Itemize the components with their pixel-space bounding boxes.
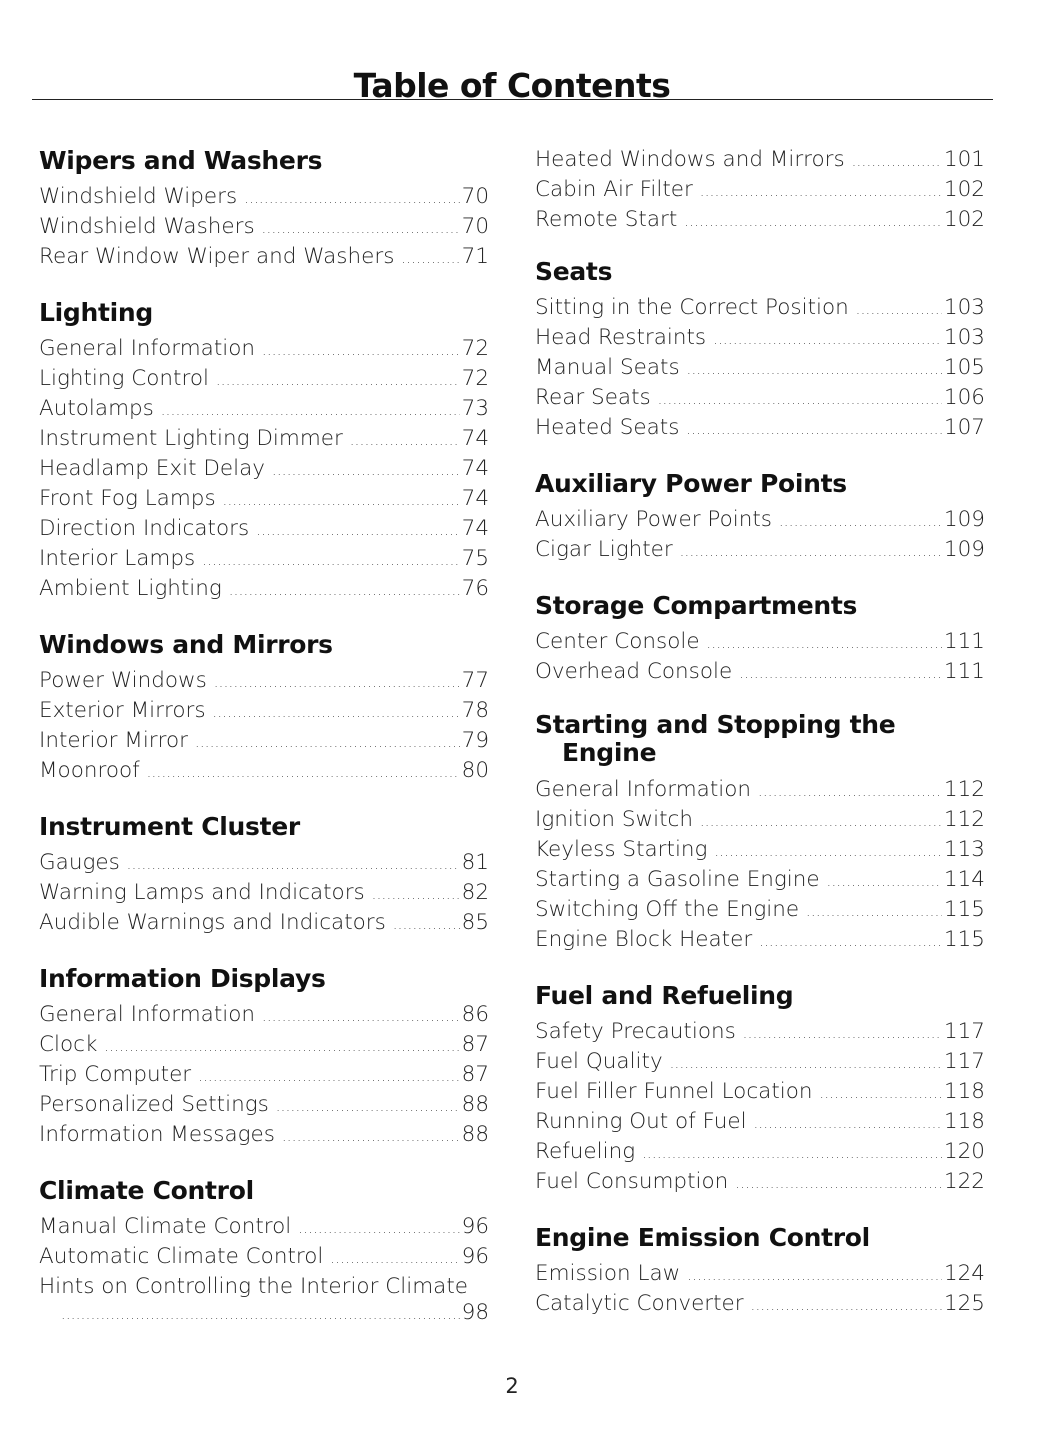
entry-label: Running Out of Fuel bbox=[535, 1109, 747, 1134]
leader-dots bbox=[827, 867, 942, 897]
entry-label: Rear Window Wiper and Washers bbox=[39, 244, 395, 269]
leader-dots bbox=[195, 728, 460, 758]
entry-label: General Information bbox=[535, 777, 752, 802]
section-heading: Auxiliary Power Points bbox=[535, 469, 847, 498]
toc-entry[interactable] bbox=[535, 505, 985, 535]
page-number: 2 bbox=[505, 1374, 519, 1398]
leader-dots bbox=[713, 325, 942, 355]
entry-label: Center Console bbox=[535, 629, 700, 654]
leader-dots bbox=[202, 546, 459, 576]
toc-section bbox=[535, 145, 985, 235]
entry-page: 115 bbox=[943, 927, 985, 952]
entry-page: 106 bbox=[943, 385, 985, 410]
leader-dots bbox=[244, 184, 459, 214]
leader-dots bbox=[223, 486, 460, 516]
entry-label: Overhead Console bbox=[535, 659, 733, 684]
toc-entry[interactable] bbox=[535, 805, 985, 835]
toc-section bbox=[39, 296, 489, 604]
leader-dots bbox=[256, 516, 459, 546]
toc-entry[interactable] bbox=[39, 1000, 489, 1030]
entry-page: 71 bbox=[461, 244, 489, 269]
entry-label: Exterior Mirrors bbox=[39, 698, 206, 723]
entry-label: Autolamps bbox=[39, 396, 154, 421]
entry-page: 117 bbox=[943, 1019, 985, 1044]
toc-section bbox=[39, 628, 489, 786]
toc-left-column bbox=[39, 144, 489, 1326]
toc-entry[interactable] bbox=[535, 175, 985, 205]
toc-entry[interactable] bbox=[39, 1060, 489, 1090]
entry-page: 74 bbox=[461, 486, 489, 511]
entry-label: Emission Law bbox=[535, 1261, 681, 1286]
leader-dots bbox=[759, 927, 942, 957]
entry-label: Interior Lamps bbox=[39, 546, 196, 571]
toc-section bbox=[39, 810, 489, 938]
entry-label: Windshield Wipers bbox=[39, 184, 238, 209]
entry-label: Heated Windows and Mirrors bbox=[535, 147, 845, 172]
leader-dots bbox=[758, 777, 942, 807]
leader-dots bbox=[707, 629, 942, 659]
leader-dots bbox=[147, 758, 460, 788]
entry-label: Head Restraints bbox=[535, 325, 707, 350]
toc-entry[interactable] bbox=[535, 925, 985, 955]
entry-label: Headlamp Exit Delay bbox=[39, 456, 265, 481]
entry-label: General Information bbox=[39, 336, 256, 361]
entry-label: Ambient Lighting bbox=[39, 576, 222, 601]
toc-entry[interactable] bbox=[535, 293, 985, 323]
section-heading: Engine Emission Control bbox=[535, 1223, 870, 1252]
entry-label: Remote Start bbox=[535, 207, 678, 232]
entry-page: 88 bbox=[461, 1122, 489, 1147]
leader-dots bbox=[820, 1079, 942, 1109]
leader-dots bbox=[350, 426, 460, 456]
entry-page: 82 bbox=[461, 880, 489, 905]
toc-section bbox=[535, 589, 985, 687]
leader-dots bbox=[330, 1244, 459, 1274]
toc-section bbox=[535, 1221, 985, 1319]
toc-entry[interactable] bbox=[535, 383, 985, 413]
leader-dots bbox=[216, 366, 460, 396]
leader-dots bbox=[262, 1002, 460, 1032]
toc-entry[interactable] bbox=[39, 484, 489, 514]
toc-entry[interactable] bbox=[535, 205, 985, 235]
entry-page: 112 bbox=[943, 777, 985, 802]
entry-label: Information Messages bbox=[39, 1122, 275, 1147]
leader-dots bbox=[714, 837, 942, 867]
entry-page: 109 bbox=[943, 537, 985, 562]
leader-dots bbox=[700, 807, 942, 837]
entry-page: 73 bbox=[461, 396, 489, 421]
toc-section bbox=[535, 979, 985, 1197]
entry-page: 74 bbox=[461, 426, 489, 451]
entry-label: Engine Block Heater bbox=[535, 927, 753, 952]
entry-label: Hints on Controlling the Interior Climate bbox=[39, 1274, 468, 1299]
toc-section bbox=[535, 711, 985, 955]
entry-label: Lighting Control bbox=[39, 366, 209, 391]
leader-dots bbox=[754, 1109, 942, 1139]
leader-dots bbox=[372, 880, 460, 910]
section-heading: Climate Control bbox=[39, 1176, 254, 1205]
section-heading-line: Starting and Stopping the bbox=[535, 710, 896, 739]
entry-page: 111 bbox=[943, 629, 985, 654]
toc-entry[interactable] bbox=[535, 1077, 985, 1107]
entry-label: Auxiliary Power Points bbox=[535, 507, 772, 532]
leader-dots bbox=[670, 1049, 942, 1079]
entry-page: 115 bbox=[943, 897, 985, 922]
toc-entry[interactable] bbox=[39, 1090, 489, 1120]
leader-dots bbox=[213, 698, 460, 728]
entry-page: 87 bbox=[461, 1032, 489, 1057]
entry-page: 98 bbox=[461, 1300, 489, 1325]
entry-page: 109 bbox=[943, 507, 985, 532]
leader-dots bbox=[852, 147, 942, 177]
entry-page: 118 bbox=[943, 1079, 985, 1104]
toc-entry[interactable] bbox=[535, 835, 985, 865]
leader-dots bbox=[61, 1304, 460, 1326]
entry-page: 75 bbox=[461, 546, 489, 571]
leader-dots bbox=[127, 850, 460, 880]
entry-label: Keyless Starting bbox=[535, 837, 708, 862]
section-heading: Instrument Cluster bbox=[39, 812, 300, 841]
entry-label: Manual Seats bbox=[535, 355, 680, 380]
leader-dots bbox=[779, 507, 942, 537]
toc-entry[interactable] bbox=[39, 726, 489, 756]
section-heading: Fuel and Refueling bbox=[535, 981, 794, 1010]
entry-label: Front Fog Lamps bbox=[39, 486, 216, 511]
entry-page: 102 bbox=[943, 207, 985, 232]
leader-dots bbox=[272, 456, 460, 486]
toc-entry[interactable] bbox=[39, 1212, 489, 1242]
toc-entry[interactable] bbox=[535, 895, 985, 925]
entry-page: 74 bbox=[461, 456, 489, 481]
toc-entry[interactable] bbox=[535, 1167, 985, 1197]
toc-entry[interactable] bbox=[535, 145, 985, 175]
toc-entry[interactable] bbox=[39, 666, 489, 696]
toc-section bbox=[535, 467, 985, 565]
entry-label: Catalytic Converter bbox=[535, 1291, 744, 1316]
toc-entry[interactable] bbox=[535, 1289, 985, 1319]
leader-dots bbox=[700, 177, 942, 207]
entry-page: 80 bbox=[461, 758, 489, 783]
entry-page: 87 bbox=[461, 1062, 489, 1087]
entry-page: 74 bbox=[461, 516, 489, 541]
toc-entry[interactable] bbox=[535, 865, 985, 895]
leader-dots bbox=[401, 244, 459, 274]
toc-entry[interactable] bbox=[39, 514, 489, 544]
leader-dots bbox=[680, 537, 942, 567]
entry-label: Refueling bbox=[535, 1139, 636, 1164]
entry-page: 79 bbox=[461, 728, 489, 753]
leader-dots bbox=[743, 1019, 942, 1049]
leader-dots bbox=[687, 1261, 942, 1291]
toc-entry[interactable] bbox=[39, 696, 489, 726]
toc-entry[interactable] bbox=[39, 242, 489, 272]
toc-entry[interactable] bbox=[39, 544, 489, 574]
section-heading: Storage Compartments bbox=[535, 591, 858, 620]
section-heading: Wipers and Washers bbox=[39, 146, 323, 175]
leader-dots bbox=[104, 1032, 459, 1062]
toc-entry[interactable] bbox=[39, 908, 489, 938]
entry-label: Cabin Air Filter bbox=[535, 177, 693, 202]
entry-page: 96 bbox=[461, 1214, 489, 1239]
leader-dots bbox=[262, 214, 460, 244]
toc-entry[interactable] bbox=[535, 413, 985, 443]
toc-entry[interactable] bbox=[39, 334, 489, 364]
toc-entry[interactable] bbox=[535, 1017, 985, 1047]
toc-entry[interactable] bbox=[535, 1259, 985, 1289]
entry-page: 118 bbox=[943, 1109, 985, 1134]
entry-page: 122 bbox=[943, 1169, 985, 1194]
leader-dots bbox=[739, 659, 942, 689]
leader-dots bbox=[751, 1291, 942, 1321]
entry-page: 111 bbox=[943, 659, 985, 684]
entry-page: 114 bbox=[943, 867, 985, 892]
entry-label: Audible Warnings and Indicators bbox=[39, 910, 386, 935]
entry-label: Fuel Consumption bbox=[535, 1169, 729, 1194]
toc-entry[interactable] bbox=[39, 182, 489, 212]
entry-label: Direction Indicators bbox=[39, 516, 250, 541]
entry-page: 76 bbox=[461, 576, 489, 601]
entry-page: 120 bbox=[943, 1139, 985, 1164]
section-heading: Seats bbox=[535, 257, 613, 286]
entry-label: Starting a Gasoline Engine bbox=[535, 867, 820, 892]
entry-label: Ignition Switch bbox=[535, 807, 693, 832]
toc-entry[interactable] bbox=[39, 1242, 489, 1272]
entry-page: 103 bbox=[943, 295, 985, 320]
leader-dots bbox=[642, 1139, 942, 1169]
entry-page: 72 bbox=[461, 336, 489, 361]
leader-dots bbox=[856, 295, 942, 325]
leader-dots bbox=[686, 415, 942, 445]
toc-entry[interactable] bbox=[535, 1137, 985, 1167]
leader-dots bbox=[687, 355, 942, 385]
toc-entry[interactable] bbox=[39, 848, 489, 878]
leader-dots bbox=[684, 207, 942, 237]
toc-right-column bbox=[535, 144, 985, 1319]
leader-dots bbox=[198, 1062, 459, 1092]
toc-entry[interactable] bbox=[535, 775, 985, 805]
leader-dots bbox=[735, 1169, 942, 1199]
toc-section bbox=[535, 255, 985, 443]
toc-section bbox=[39, 144, 489, 272]
leader-dots bbox=[393, 910, 460, 940]
entry-label: Windshield Washers bbox=[39, 214, 255, 239]
entry-page: 107 bbox=[943, 415, 985, 440]
entry-label: Cigar Lighter bbox=[535, 537, 673, 562]
toc-entry[interactable] bbox=[39, 1120, 489, 1150]
entry-label: Interior Mirror bbox=[39, 728, 188, 753]
entry-label: Manual Climate Control bbox=[39, 1214, 292, 1239]
toc-entry[interactable] bbox=[39, 1272, 489, 1326]
section-heading: Information Displays bbox=[39, 964, 326, 993]
entry-label: Personalized Settings bbox=[39, 1092, 269, 1117]
entry-label: Clock bbox=[39, 1032, 98, 1057]
entry-label: Rear Seats bbox=[535, 385, 651, 410]
toc-entry[interactable] bbox=[39, 454, 489, 484]
toc-entry[interactable] bbox=[39, 1030, 489, 1060]
entry-page: 125 bbox=[943, 1291, 985, 1316]
entry-page: 70 bbox=[461, 184, 489, 209]
entry-page: 81 bbox=[461, 850, 489, 875]
toc-entry[interactable] bbox=[39, 574, 489, 604]
toc-entry[interactable] bbox=[535, 657, 985, 687]
entry-label: Fuel Quality bbox=[535, 1049, 663, 1074]
entry-page: 102 bbox=[943, 177, 985, 202]
toc-entry[interactable] bbox=[39, 756, 489, 786]
leader-dots bbox=[282, 1122, 460, 1152]
toc-entry[interactable] bbox=[535, 1107, 985, 1137]
leader-dots bbox=[229, 576, 460, 606]
section-heading: Lighting bbox=[39, 298, 154, 327]
entry-page: 112 bbox=[943, 807, 985, 832]
toc-entry[interactable] bbox=[39, 364, 489, 394]
entry-page: 101 bbox=[943, 147, 985, 172]
entry-label: Safety Precautions bbox=[535, 1019, 736, 1044]
toc-entry[interactable] bbox=[535, 353, 985, 383]
entry-page: 124 bbox=[943, 1261, 985, 1286]
entry-page: 85 bbox=[461, 910, 489, 935]
toc-entry[interactable] bbox=[535, 535, 985, 565]
toc-entry[interactable] bbox=[39, 394, 489, 424]
entry-page: 88 bbox=[461, 1092, 489, 1117]
toc-entry[interactable] bbox=[39, 212, 489, 242]
toc-entry[interactable] bbox=[535, 627, 985, 657]
entry-page: 113 bbox=[943, 837, 985, 862]
leader-dots bbox=[262, 336, 460, 366]
page-title: Table of Contents bbox=[353, 66, 671, 106]
entry-page: 70 bbox=[461, 214, 489, 239]
toc-entry[interactable] bbox=[535, 1047, 985, 1077]
entry-page: 103 bbox=[943, 325, 985, 350]
entry-label: Fuel Filler Funnel Location bbox=[535, 1079, 813, 1104]
leader-dots bbox=[276, 1092, 460, 1122]
section-heading-line: Engine bbox=[562, 738, 657, 767]
entry-label: General Information bbox=[39, 1002, 256, 1027]
leader-dots bbox=[214, 668, 460, 698]
entry-page: 72 bbox=[461, 366, 489, 391]
entry-page: 96 bbox=[461, 1244, 489, 1269]
toc-section bbox=[39, 962, 489, 1150]
toc-section bbox=[39, 1174, 489, 1326]
entry-label: Gauges bbox=[39, 850, 120, 875]
leader-dots bbox=[161, 396, 460, 426]
entry-label: Moonroof bbox=[39, 758, 140, 783]
leader-dots bbox=[658, 385, 942, 415]
toc-entry[interactable] bbox=[39, 878, 489, 908]
entry-page: 77 bbox=[461, 668, 489, 693]
entry-label: Switching Off the Engine bbox=[535, 897, 800, 922]
entry-page: 78 bbox=[461, 698, 489, 723]
leader-dots bbox=[806, 897, 942, 927]
entry-label: Heated Seats bbox=[535, 415, 680, 440]
entry-page: 86 bbox=[461, 1002, 489, 1027]
title-divider bbox=[32, 99, 993, 100]
entry-label: Warning Lamps and Indicators bbox=[39, 880, 365, 905]
entry-page: 105 bbox=[943, 355, 985, 380]
toc-entry[interactable] bbox=[535, 323, 985, 353]
entry-label: Instrument Lighting Dimmer bbox=[39, 426, 343, 451]
entry-page: 117 bbox=[943, 1049, 985, 1074]
section-heading bbox=[535, 711, 985, 767]
entry-label: Power Windows bbox=[39, 668, 207, 693]
entry-label: Trip Computer bbox=[39, 1062, 192, 1087]
leader-dots bbox=[298, 1214, 459, 1244]
entry-label: Sitting in the Correct Position bbox=[535, 295, 849, 320]
toc-entry[interactable] bbox=[39, 424, 489, 454]
section-heading: Windows and Mirrors bbox=[39, 630, 333, 659]
entry-label: Automatic Climate Control bbox=[39, 1244, 324, 1269]
